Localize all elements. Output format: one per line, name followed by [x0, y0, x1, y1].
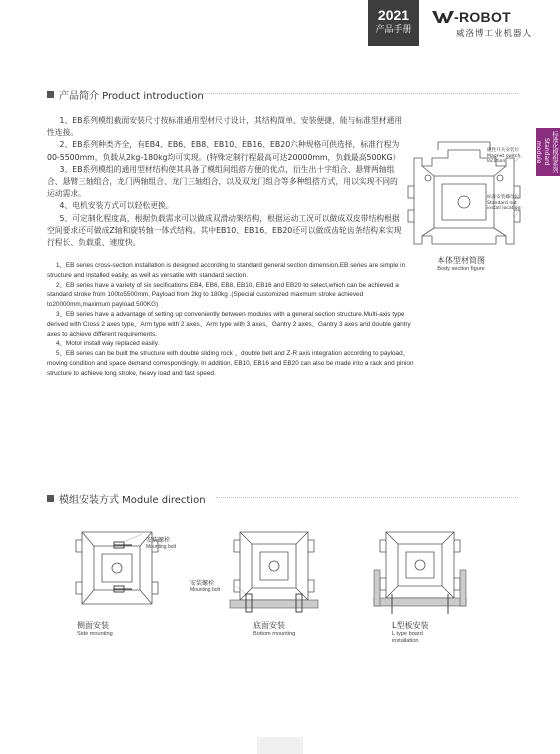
side-tab[interactable]: 标准化模组系列 Standard module series	[536, 128, 560, 176]
bullet-square-icon	[47, 495, 54, 502]
caption-en: L type board	[392, 631, 423, 637]
section-divider	[198, 93, 518, 94]
side-bolt-label	[146, 535, 176, 550]
paragraph: 2、EB系列种类齐全，有EB4、EB6、EB8、EB10、EB16、EB20六种规格可供选择，标准行程为00-5500mm，负载从2kg-180kg均可实现。(特殊定制行程最高可达20000mm，负载最高500KG）	[47, 140, 401, 162]
bolt-en: Mounting bolt	[190, 587, 221, 593]
bottom-mounting-caption	[253, 620, 295, 638]
bullet-square-icon	[47, 91, 54, 98]
caption-cn: L型板安装	[392, 621, 429, 630]
paragraph: 1、EB系列模组截面安装尺寸按标准通用型材尺寸设计，其结构简单、安装便捷，能与标准型材通用性连接。	[47, 116, 403, 138]
callout-standard-nut	[487, 195, 520, 212]
bolt-cn: 安装螺栓	[146, 537, 171, 544]
callout-cn: 标准安装螺母位	[487, 195, 520, 200]
bolt-en: Mounting bolt	[146, 544, 177, 550]
paragraph: 3、EB系列模组的通用型材结构使其具备了模组间组搭方便的优点，衍生出十字组合、悬臂两轴组合、悬臂三轴组合，龙门两轴组合、龙门三轴组合，以及双龙门组合等多种组搭方式，用以实现不同的运动需求。	[47, 164, 398, 199]
manual-label: 产品手册	[375, 25, 412, 35]
caption-en: Body section figure	[437, 266, 485, 272]
caption-en: Bottom mounting	[253, 631, 296, 637]
callout-magnet-switch	[487, 148, 520, 165]
paragraph: 2、EB series have a variety of six secifications EB4, EB6, EB8, EB10, EB16 and EB20 to select,which can be achieved a standard stroke from 100to5500mm, Payload from 2kg to 180kg .(Special customized maxmum stroke achieved to20000mm,maximum payload 500KG)	[47, 281, 399, 309]
callout-en: install location	[487, 206, 521, 212]
bottom-mounting-drawing	[230, 524, 318, 616]
year-badge	[368, 0, 419, 46]
intro-chinese	[47, 115, 405, 249]
paragraph: 4、Motor install way replaced easily.	[55, 340, 160, 348]
paragraph: 3、EB series have a advantage of setting up conveniently between modules with a general section structure.Multi-axis type derived with Cross 2 axes type、Arm type with 2 axes、Arm type with 3 axes、Gantry 2 axes、Gantry 3 axes and double gantry axes to achieve different requirements.	[47, 310, 411, 338]
paragraph: 4、电机安装方式可以轻松更换。	[59, 201, 174, 211]
callout-cn: 磁性开关安装位	[487, 148, 520, 153]
bottom-bolt-label	[190, 578, 220, 593]
logo-mark-icon	[432, 10, 454, 24]
section-title: 产品简介 Product introduction	[59, 91, 204, 102]
caption-en: installation	[392, 637, 419, 644]
bolt-cn: 安装螺栓	[190, 580, 215, 587]
paragraph: 5、EB series can be built the structure with double sliding rock 、double belt and Z-R axis integration according to payload、moving condition and space demand correspondingly. In addition, EB10, EB16 and EB20 can also be made into a rack and pinion structure to achieve long stroke, heavy load and fast speed.	[47, 350, 414, 377]
section-divider	[216, 497, 518, 498]
l-type-mounting-drawing	[372, 524, 468, 616]
body-figure-caption	[405, 255, 517, 272]
caption-cn: 底面安装	[253, 621, 285, 630]
intro-english	[47, 261, 417, 379]
side-mounting-caption	[77, 620, 113, 638]
callout-en: Standard nut	[487, 200, 517, 206]
section-header-mounting	[47, 491, 206, 506]
year-text: 2021	[377, 7, 410, 23]
paragraph: 1、EB series cross-section installation is designed according to standard general section dimension,EB series are simple in structure and installed easily, as well as versatile with standard section.	[47, 262, 406, 279]
caption-en: Side mounting	[77, 631, 113, 637]
page-number-tab	[257, 737, 303, 754]
caption-cn: 本体型材简图	[437, 256, 485, 265]
paragraph: 5、可定制化程度高，根据负载需求可以做成双滑动架结构，根据运动工况可以做成双皮带结构根据空间要求还可做成Z轴和旋转轴一体式结构。其中EB10、EB16、EB20还可以做成齿轮齿条结构来实现行程长、负载重、速度快。	[47, 213, 402, 248]
l-type-mounting-caption	[392, 620, 428, 644]
caption-cn: 侧面安装	[77, 621, 109, 630]
brand-subtitle: 威洛博工业机器人	[456, 29, 533, 39]
section-title: 模组安装方式 Module direction	[59, 495, 206, 506]
brand-name: -ROBOT	[454, 9, 512, 25]
callout-en: location	[487, 159, 506, 165]
section-header-intro	[47, 87, 204, 102]
callout-en: Magnet switch	[487, 153, 521, 159]
